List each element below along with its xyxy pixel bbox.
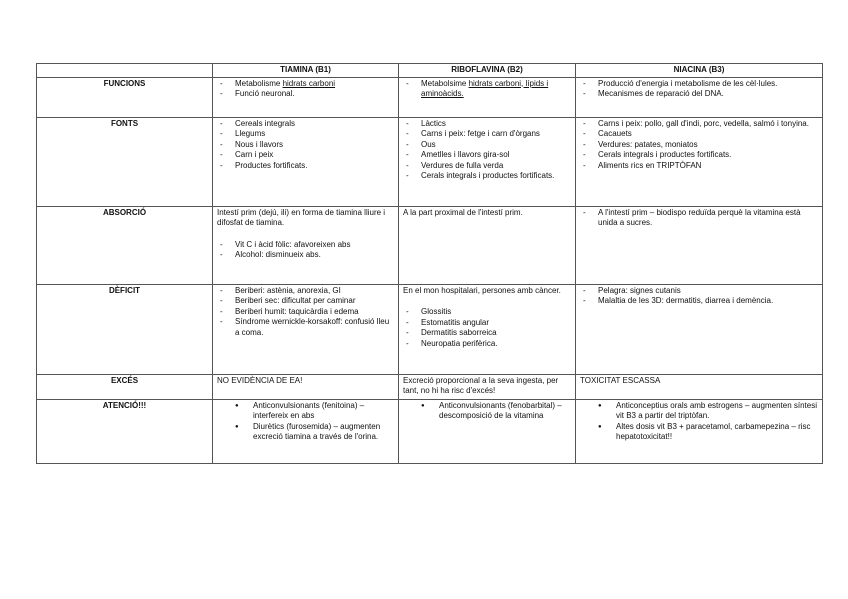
list-item: - Carn i peix <box>217 150 394 161</box>
list-item: ● Anticonceptius orals amb estrogens – augmenten síntesi vit B3 a partir del triptòfan. <box>580 401 818 422</box>
cell-b2 <box>399 284 576 374</box>
list-item: ● Diurètics (furosemida) – augmenten excreció tiamina a través de l'orina. <box>217 422 394 443</box>
list-item: - Malaltia de les 3D: dermatitis, diarrea i demència. <box>580 296 818 307</box>
cell-b1 <box>213 206 399 284</box>
row-label: FUNCIONS <box>37 77 213 117</box>
list-item: - Beriberi: astènia, anorexia, GI <box>217 286 394 297</box>
cell-b1 <box>213 77 399 117</box>
list-item: - A l'intestí prim – biodispo reduïda perquè la vitamina està unida a sucres. <box>580 208 818 229</box>
row-atencio <box>37 399 823 463</box>
list-item: - Làctics <box>403 119 571 130</box>
row-label: ATENCIÓ!!! <box>37 399 213 463</box>
cell-b3 <box>576 117 823 206</box>
list-item: - Beriberi humit: taquicàrdia i edema <box>217 307 394 318</box>
cell-b3 <box>576 399 823 463</box>
header-row <box>37 64 823 78</box>
cell-b1 <box>213 117 399 206</box>
header-blank <box>37 64 213 78</box>
row-label: EXCÉS <box>37 374 213 399</box>
list-item: - Vit C i àcid fòlic: afavoreixen abs <box>217 240 394 251</box>
cell-b3 <box>576 284 823 374</box>
list-item: - Carns i peix: fetge i carn d'òrgans <box>403 129 571 140</box>
list-item: - Cereals integrals <box>217 119 394 130</box>
list-item: - Nous i llavors <box>217 140 394 151</box>
list-item: - Cerals integrals i productes fortificats. <box>580 150 818 161</box>
list-item: - Metabolisme hidrats carboni <box>217 79 394 90</box>
list-item: - Ous <box>403 140 571 151</box>
cell-b1 <box>213 284 399 374</box>
cell-text: NO EVIDÈNCIA DE EA! <box>217 375 303 385</box>
cell-text: Intestí prim (dejú, ili) en forma de tiamina lliure i difosfat de tiamina. <box>217 207 386 227</box>
cell-b3 <box>576 206 823 284</box>
list-item: - Verdures de fulla verda <box>403 161 571 172</box>
list-item: ● Anticonvulsionants (fenobarbital) – descomposició de la vitamina <box>403 401 571 422</box>
cell-b2 <box>399 77 576 117</box>
cell-b2 <box>399 374 576 399</box>
row-label: DÈFICIT <box>37 284 213 374</box>
list-item: - Verdures: patates, moniatos <box>580 140 818 151</box>
cell-b2 <box>399 206 576 284</box>
list-item: - Beriberi sec: dificultat per caminar <box>217 296 394 307</box>
cell-text: A la part proximal de l'intestí prim. <box>403 207 523 217</box>
vitamin-table <box>36 63 823 464</box>
header-b3: NIACINA (B3) <box>576 64 823 78</box>
cell-text: En el mon hospitalari, persones amb càncer. <box>403 285 561 295</box>
cell-text: Excreció proporcional a la seva ingesta, per tant, no hi ha risc d'excés! <box>403 375 559 395</box>
row-exces <box>37 374 823 399</box>
cell-b3 <box>576 374 823 399</box>
row-label: FONTS <box>37 117 213 206</box>
list-item: - Llegums <box>217 129 394 140</box>
list-item: - Funció neuronal. <box>217 89 394 100</box>
list-item: - Alcohol: disminueix abs. <box>217 250 394 261</box>
list-item: - Carns i peix: pollo, gall d'indi, porc, vedella, salmó i tonyina. <box>580 119 818 130</box>
list-item: - Cacauets <box>580 129 818 140</box>
list-item: - Producció d'energia i metabolisme de les cèl·lules. <box>580 79 818 90</box>
cell-b1 <box>213 399 399 463</box>
list-item: - Aliments rics en TRIPTÒFAN <box>580 161 818 172</box>
header-b1: TIAMINA (B1) <box>213 64 399 78</box>
list-item: - Estomatitis angular <box>403 318 571 329</box>
row-funcions <box>37 77 823 117</box>
header-b2: RIBOFLAVINA (B2) <box>399 64 576 78</box>
row-deficit <box>37 284 823 374</box>
list-item: - Metabolsime hidrats carboni, lípids i aminoàcids. <box>403 79 571 100</box>
row-fonts <box>37 117 823 206</box>
row-label: ABSORCIÓ <box>37 206 213 284</box>
list-item: ● Anticonvulsionants (fenitoina) – interfereix en abs <box>217 401 394 422</box>
list-item: - Dermatitis saborreica <box>403 328 571 339</box>
list-item: - Ametlles i llavors gira-sol <box>403 150 571 161</box>
list-item: - Mecanismes de reparació del DNA. <box>580 89 818 100</box>
cell-b1 <box>213 374 399 399</box>
list-item: ● Altes dosis vit B3 + paracetamol, carbamepezina – risc hepatotoxicitat!! <box>580 422 818 443</box>
list-item: - Productes fortificats. <box>217 161 394 172</box>
list-item: - Neuropatia perifèrica. <box>403 339 571 350</box>
row-absorcio <box>37 206 823 284</box>
list-item: - Cerals integrals i productes fortificats. <box>403 171 571 182</box>
cell-b2 <box>399 117 576 206</box>
list-item: - Glossitis <box>403 307 571 318</box>
cell-b2 <box>399 399 576 463</box>
cell-text: TOXICITAT ESCASSA <box>580 375 661 385</box>
list-item: - Síndrome wernickle-korsakoff: confusió lleu a coma. <box>217 317 394 338</box>
cell-b3 <box>576 77 823 117</box>
list-item: - Pelagra: signes cutanis <box>580 286 818 297</box>
